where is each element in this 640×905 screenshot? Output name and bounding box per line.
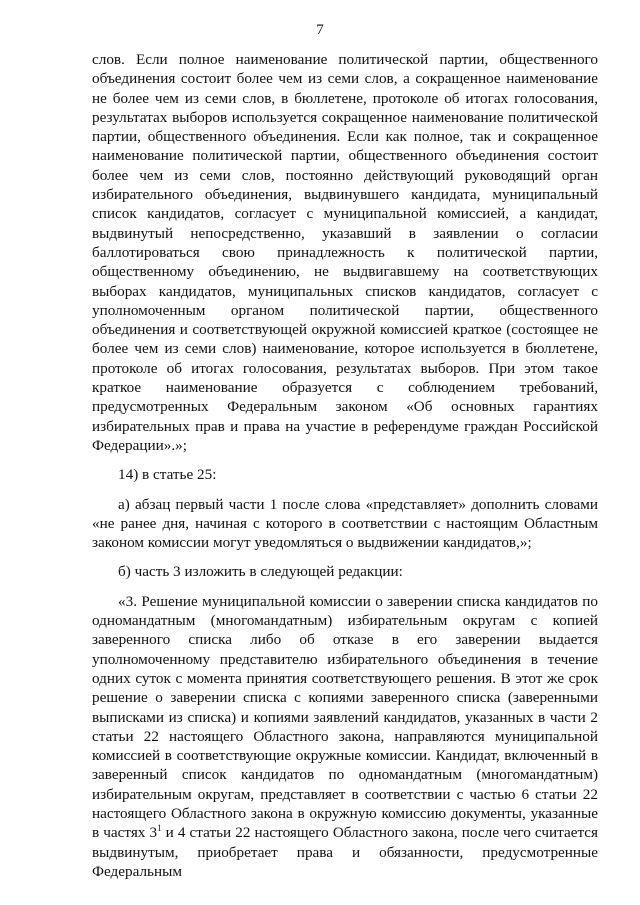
paragraph-part-3-text: «3. Решение муниципальной комиссии о заверении списка кандидатов по одномандатным (многомандатным) избирательным округам с копией заверенного списка либо об отказе в его заверении выдается уполномоченному представителю избирательного объединения в течение одних суток с момента принятия соответствующего решения. В этот же срок решение о заверении списка с копиями заверенного списка (заверенными выписками из списка) и копиями заявлений кандидатов, указанных в части 2 статьи 22 настоящего Областного закона, направляются муниципальной комиссией в соответствующие окружные комиссии. Кандидат, включенный в заверенный список кандидатов по одномандатным (многомандатным) избирательным округам, представляет в соответствии с частью 6 статьи 22 настоящего Областного закона в окружную комиссию документы, указанные в частях 3 bbox=[92, 592, 598, 842]
paragraph-item-14: 14) в статье 25: bbox=[118, 466, 217, 484]
superscript-marker: 1 bbox=[157, 823, 162, 834]
paragraph-part-3-continuation: и 4 статьи 22 настоящего Областного закона, после чего считается выдвинутым, приобретает права и обязанности, предусмотренные Федеральным bbox=[92, 824, 598, 880]
page-number: 7 bbox=[316, 22, 324, 38]
paragraph-continuation: слов. Если полное наименование политической партии, общественного объединения состоит более чем из семи слов, а сокращенное наименование не более чем из семи слов, в бюллетене, протоколе об итогах голосования, результатах выборов используется сокращенное наименование политической партии, общественного объединения. Если как полное, так и сокращенное наименование политической партии, общественного объединения состоит более чем из семи слов, постоянно действующий руководящий орган избирательного объединения, выдвинувшего кандидата, муниципальный список кандидатов, согласует с муниципальной комиссией, а кандидат, выдвинутый непосредственно, указавший в заявлении о согласии баллотироваться свою принадлежность к политической партии, общественному объединению, не выдвигавшему на соответствующих выборах кандидатов, муниципальных списков кандидатов, согласует с уполномоченным органом политической партии, общественного объединения и соответствующей окружной комиссией краткое (состоящее не более чем из семи слов) наименование, которое используется в бюллетене, протоколе об итогах голосования, результатах выборов. При этом такое краткое наименование образуется с соблюдением требований, предусмотренных Федеральным законом «Об основных гарантиях избирательных прав и права на участие в референдуме граждан Российской Федерации».»; bbox=[92, 51, 598, 454]
document-body bbox=[92, 50, 598, 881]
paragraph-part-3 bbox=[92, 592, 598, 881]
paragraph-subitem-a: а) абзац первый части 1 после слова «представляет» дополнить словами «не ранее дня, начиная с которого в соответствии с настоящим Областным законом комиссии могут уведомляться о выдвижении кандидатов,»; bbox=[92, 495, 598, 552]
paragraph-subitem-b: б) часть 3 изложить в следующей редакции: bbox=[118, 563, 403, 581]
